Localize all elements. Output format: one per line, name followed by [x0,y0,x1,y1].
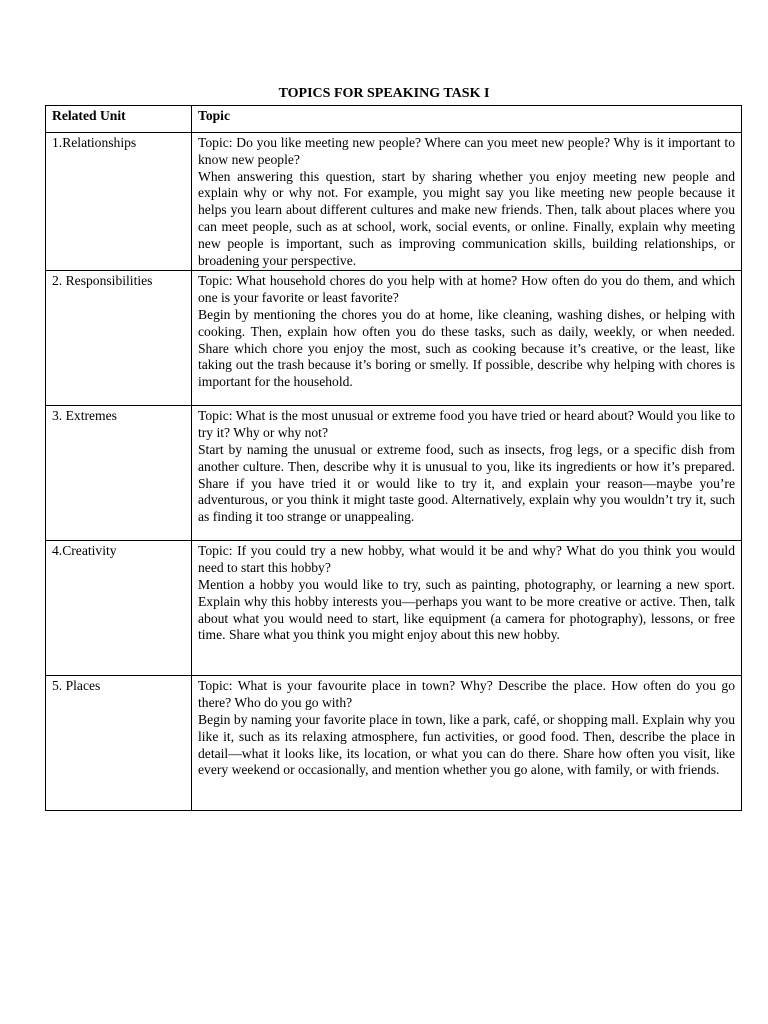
table-row [46,541,742,676]
table-row [46,406,742,541]
topic-question: Topic: What household chores do you help with at home? How often do you do them, and which one is your favorite or least favorite? [198,273,735,306]
unit-cell: 3. Extremes [46,406,192,541]
topic-guidance: Start by naming the unusual or extreme food, such as insects, frog legs, or a specific dish from another culture. Then, describe why it is unusual to you, like its ingredients or how it’s prepared. Share if you have tried it or would like to try it, and explain your reason—maybe you’re adventurous, or you think it might taste good. Alternatively, explain why you wouldn’t try it, such as finding it too strange or unappealing. [198,441,735,525]
unit-cell: 5. Places [46,676,192,811]
table-header-row [46,106,742,133]
topic-question: Topic: If you could try a new hobby, what would it be and why? What do you think you would need to start this hobby? [198,543,735,576]
table-row [46,271,742,406]
unit-cell: 2. Responsibilities [46,271,192,406]
topic-guidance: When answering this question, start by sharing whether you enjoy meeting new people and explain why or why not. For example, you might say you like meeting new people because it helps you learn about different cultures and make new friends. Then, talk about places where you can meet people, such as at school, work, social events, or online. Finally, explain why meeting new people is important, such as improving communication skills, building relationships, or broadening your perspective. [198,168,735,268]
header-topic: Topic [192,106,742,133]
header-related-unit: Related Unit [46,106,192,133]
topic-guidance: Begin by mentioning the chores you do at home, like cleaning, washing dishes, or helping with cooking. Then, explain how often you do these tasks, such as daily, weekly, or when needed. Share which chore you enjoy the most, such as cooking because it’s creative, or the least, like taking out the trash because it’s boring or smelly. If possible, describe why helping with chores is important for the household. [198,306,735,390]
unit-cell: 4.Creativity [46,541,192,676]
topic-question: Topic: Do you like meeting new people? Where can you meet new people? Why is it important to know new people? [198,135,735,167]
topics-table [45,105,742,811]
topic-cell [192,541,742,676]
page-title: TOPICS FOR SPEAKING TASK I [278,86,490,101]
topic-question: Topic: What is the most unusual or extreme food you have tried or heard about? Would you like to try it? Why or why not? [198,408,735,441]
topic-cell [192,133,742,271]
topic-question: Topic: What is your favourite place in town? Why? Describe the place. How often do you go there? Who do you go with? [198,678,735,711]
unit-cell: 1.Relationships [46,133,192,271]
topic-cell [192,676,742,811]
table-row [46,133,742,271]
topic-guidance: Begin by naming your favorite place in town, like a park, café, or shopping mall. Explain why you like it, such as its relaxing atmosphere, fun activities, or good food. Then, describe the place in detail—what it looks like, its location, or what you can do there. Share how often you visit, like every weekend or occasionally, and mention whether you go alone, with family, or with friends. [198,711,735,778]
topic-guidance: Mention a hobby you would like to try, such as painting, photography, or learning a new sport. Explain why this hobby interests you—perhaps you want to be more creative or active. Then, talk about what you would need to start, like equipment (a camera for photography), lessons, or free time. Share what you think you might enjoy about this new hobby. [198,576,735,643]
table-row [46,676,742,811]
topic-cell [192,406,742,541]
topic-cell [192,271,742,406]
